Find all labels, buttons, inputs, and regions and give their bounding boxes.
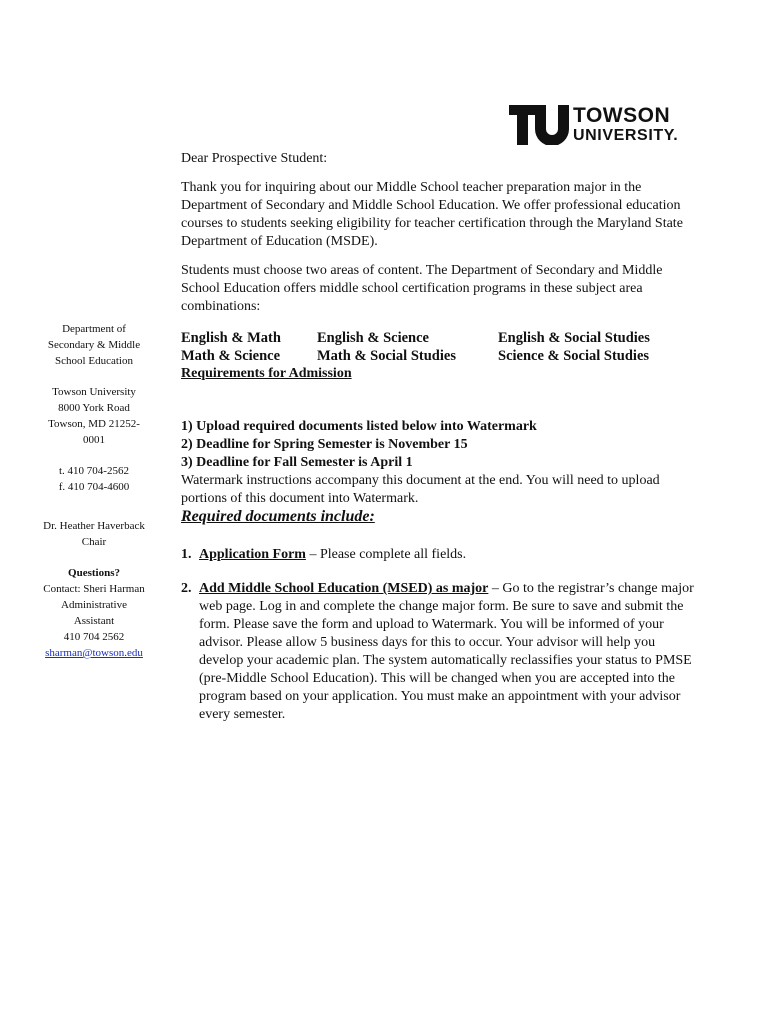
dept-line: Secondary & Middle [47,339,141,351]
questions-label: Questions? [68,567,120,579]
address-line: 8000 York Road [58,402,130,414]
logo-line-towson: TOWSON [573,104,671,127]
combination-item: Science & Social Studies [498,348,650,364]
contact-line: Assistant [73,615,115,627]
dept-line: School Education [55,355,133,367]
chair-name: Dr. Heather Haverback [43,520,145,532]
intro-paragraph: Thank you for inquiring about our Middle School teacher preparation major in the Department of Secondary and Middle School Education. We offer professional education courses to students seeking eligibility for teacher certification through the Maryland State Department of Education (MSDE). [181,180,683,249]
tu-monogram-icon [509,103,569,145]
requirements-heading: Requirements for Admission [181,366,352,381]
combination-item: Math & Science [181,348,281,364]
combination-item: English & Math [181,330,281,346]
contact-line: Administrative [61,599,127,611]
required-doc-item [181,580,701,724]
required-docs-heading: Required documents include: [181,508,375,525]
item-heading: Application Form [199,547,306,562]
phone-line: t. 410 704-2562 [59,465,129,477]
combination-item: English & Social Studies [498,330,650,346]
contact-line: Contact: Sheri Harman [43,583,145,595]
item-number: 2. [181,581,192,596]
logo-wordmark [573,105,678,144]
subject-combinations [181,329,701,365]
address-line: Towson, MD 21252- [48,418,140,430]
contact-email-link[interactable]: sharman@towson.edu [45,647,143,659]
step-item: 3) Deadline for Fall Semester is April 1 [181,455,413,470]
combination-item: English & Science [317,330,429,346]
contact-phone: 410 704 2562 [63,631,125,643]
content-areas-paragraph: Students must choose two areas of content. The Department of Secondary and Middle School Education offers middle school certification programs in these subject area combinations: [181,263,663,314]
item-number: 1. [181,547,192,562]
combination-item: Math & Social Studies [317,348,456,364]
greeting: Dear Prospective Student: [181,151,328,166]
address-line: 0001 [83,434,105,446]
chair-title: Chair [81,536,107,548]
fax-line: f. 410 704-4600 [58,481,130,493]
admission-steps [181,418,701,472]
letterhead-sidebar [36,321,152,661]
logo-line-university: UNIVERSITY. [573,127,679,144]
towson-university-logo [509,103,689,147]
step-item: 2) Deadline for Spring Semester is November 15 [181,437,468,452]
watermark-note: Watermark instructions accompany this document at the end. You will need to upload portions of this document into Watermark. [181,473,660,506]
item-text: – Please complete all fields. [305,547,467,562]
letter-body [181,150,701,724]
required-doc-item [181,546,701,564]
item-text: – Go to the registrar’s change major web page. Log in and complete the change major form. Be sure to save and submit the form. Please save the form and upload to Watermark. You will be informed of your advisor. Please allow 5 business days for this to occur. Your advisor will help you develop your academic plan. The system automatically reclassifies your status to PMSE (pre-Middle School Education). This will be changed when you are accepted into the program based on your application. You must make an appointment with your advisor every semester. [199,581,694,722]
address-line: Towson University [52,386,136,398]
dept-line: Department of [62,323,126,335]
step-item: 1) Upload required documents listed below into Watermark [181,419,537,434]
item-heading: Add Middle School Education (MSED) as major [199,581,489,596]
